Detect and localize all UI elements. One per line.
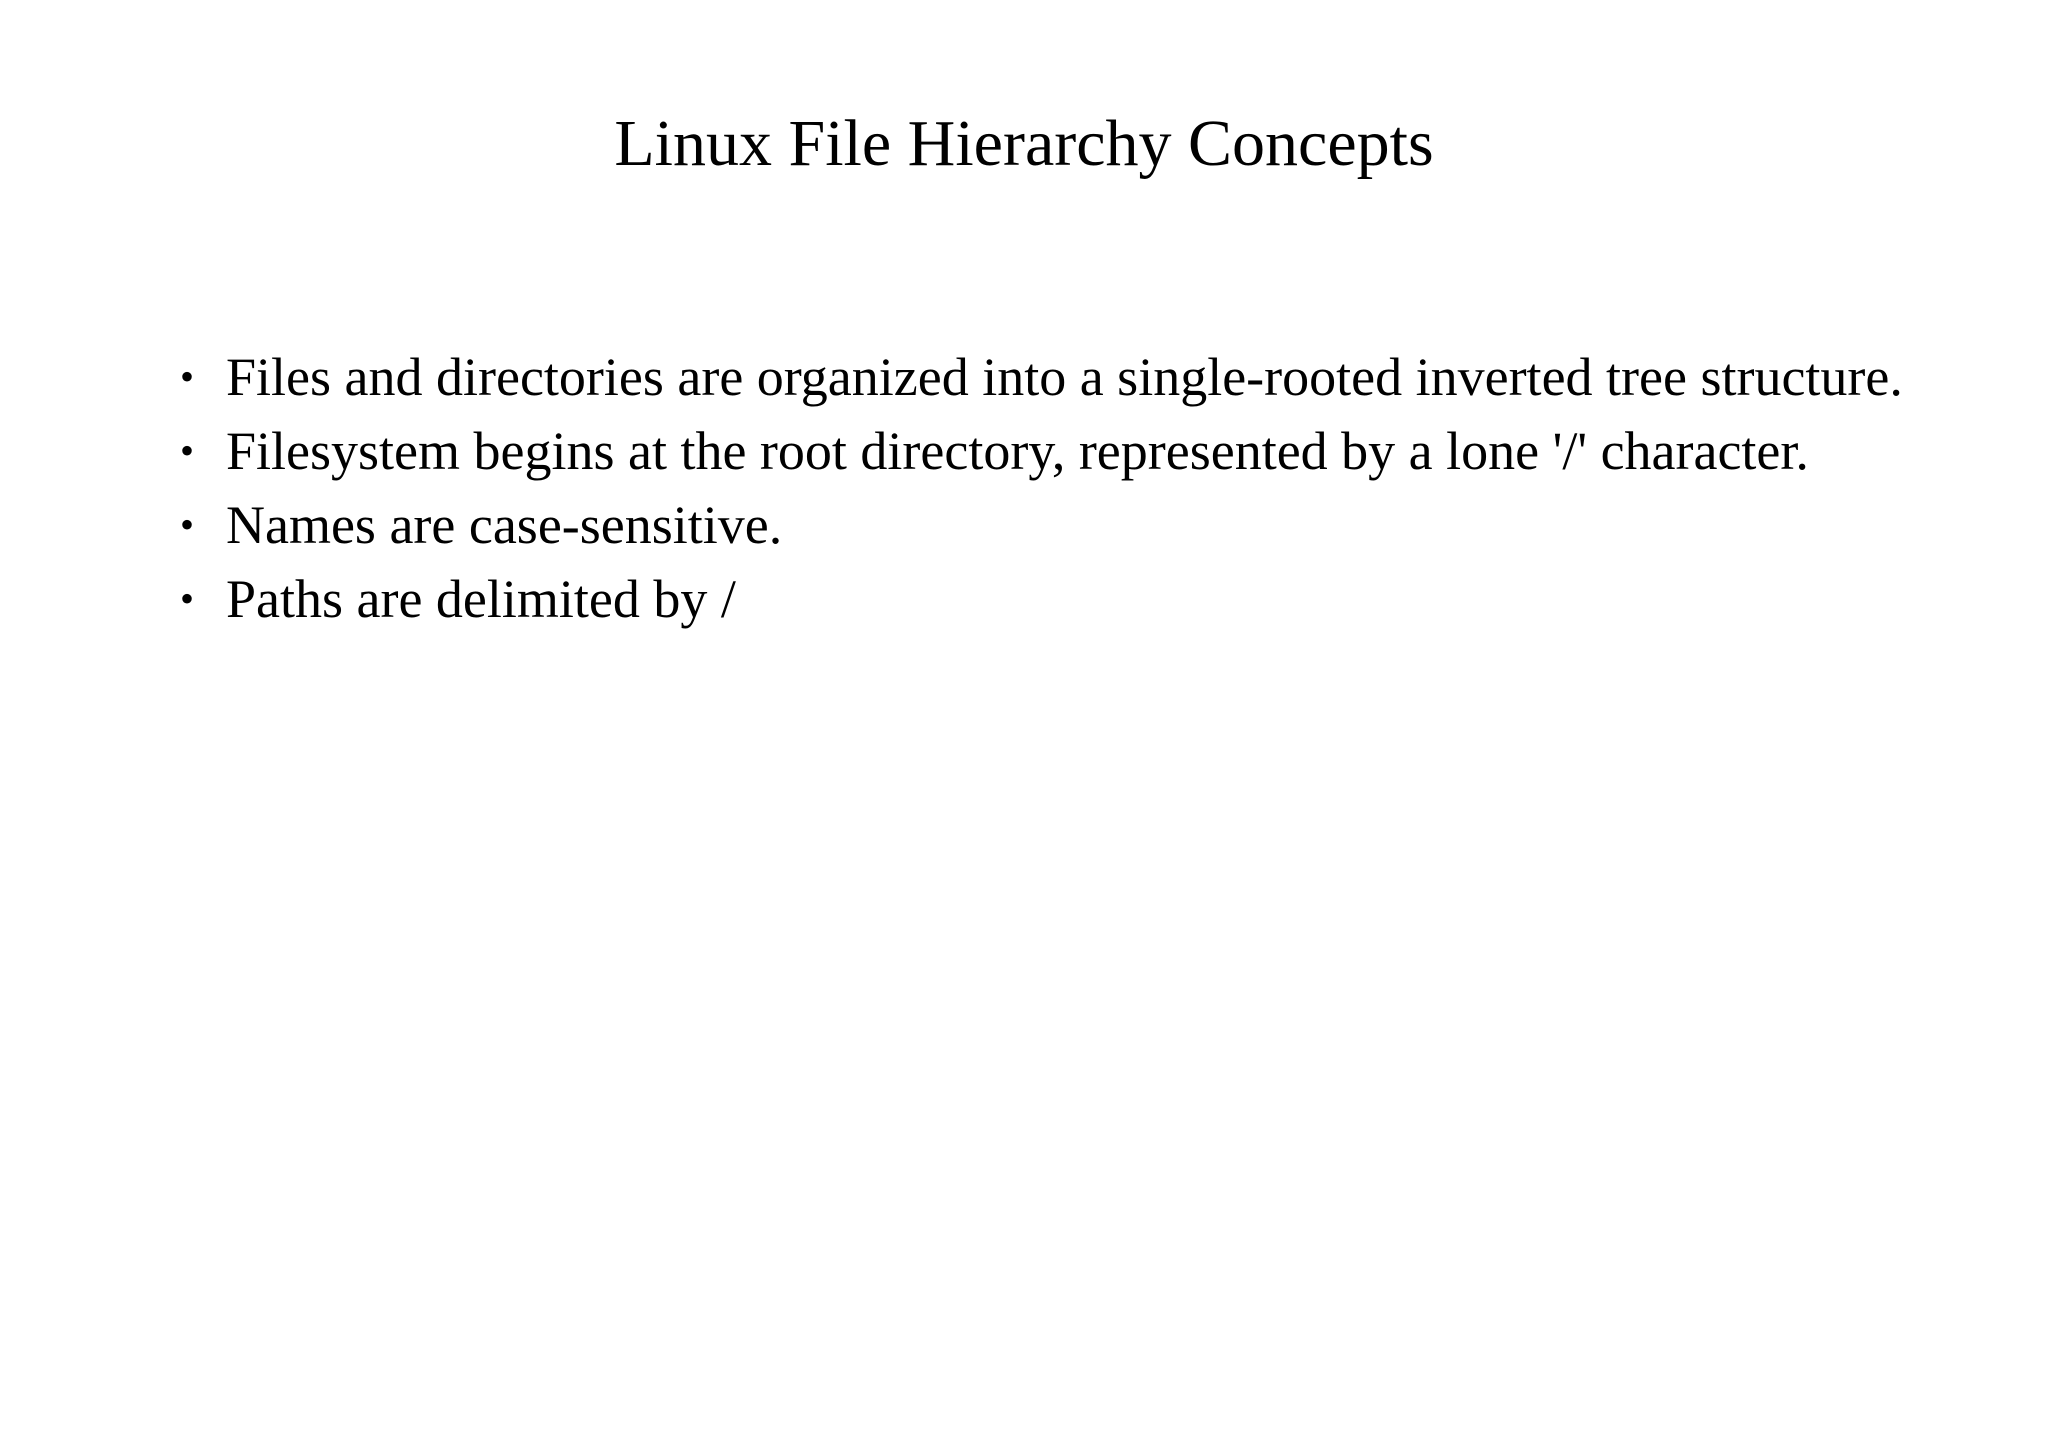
list-item	[180, 340, 1908, 414]
bullet-text: Filesystem begins at the root directory, represented by a lone '/' character.	[226, 421, 1809, 481]
slide-title: Linux File Hierarchy Concepts	[614, 107, 1434, 180]
bullet-text: Paths are delimited by /	[226, 569, 736, 629]
bullet-icon: •	[180, 354, 195, 399]
bullet-text: Files and directories are organized into a single-rooted inverted tree structure.	[226, 347, 1903, 407]
list-item	[180, 414, 1908, 488]
list-item	[180, 562, 1908, 636]
bullet-icon: •	[180, 428, 195, 473]
list-item	[180, 488, 1908, 562]
bullet-icon: •	[180, 502, 195, 547]
bullet-text: Names are case-sensitive.	[226, 495, 783, 555]
bullet-list	[180, 340, 1908, 636]
bullet-icon: •	[180, 576, 195, 621]
